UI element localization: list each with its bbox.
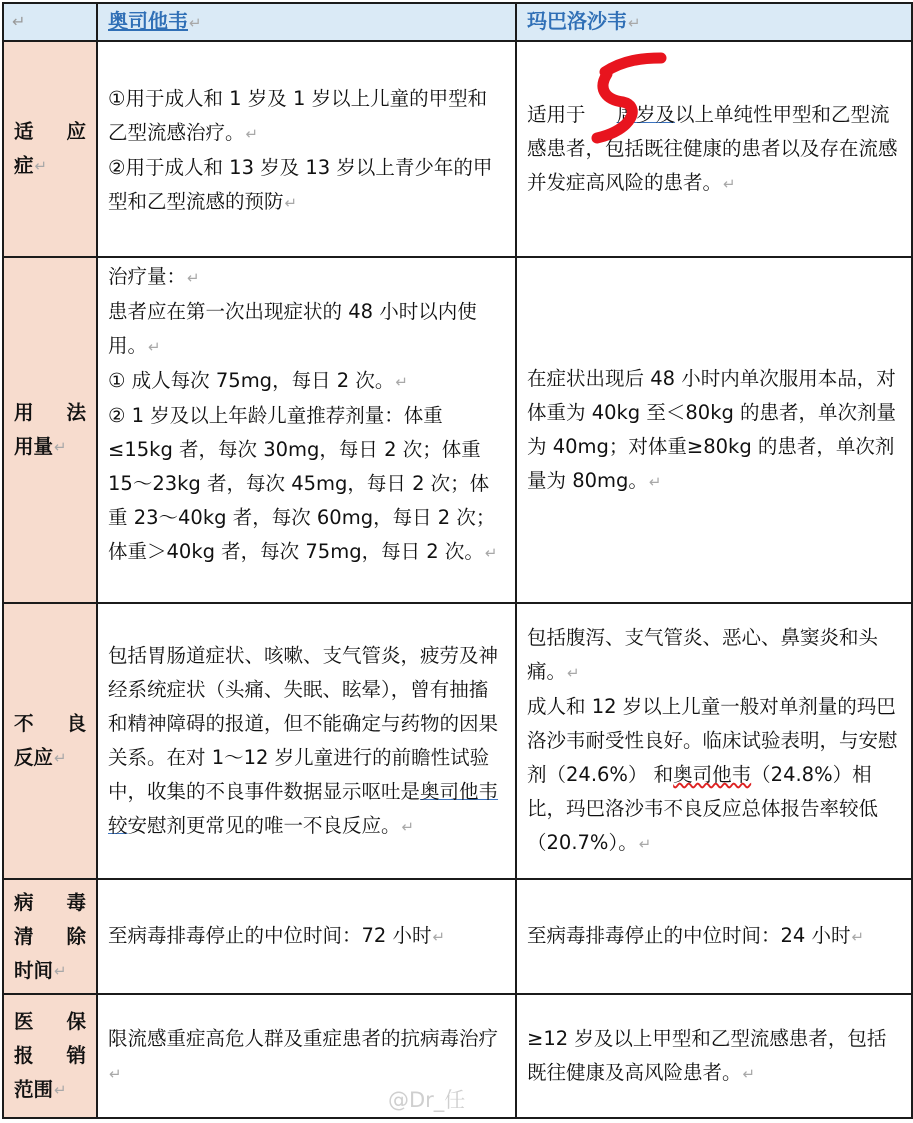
row-head-adverse <box>3 603 97 879</box>
row-indications <box>3 41 912 257</box>
row-head-insurance <box>3 994 97 1118</box>
cell-paragraph: 患者应在第一次出现症状的 48 小时以内使用。↵ <box>108 300 477 357</box>
return-mark: ↵ <box>34 157 48 175</box>
row-head-char: 法 <box>66 401 86 424</box>
row-dosage <box>3 257 912 603</box>
cell-insurance-b <box>516 994 912 1118</box>
row-head-char: 应 <box>66 120 86 143</box>
row-head-char: 不 <box>14 712 34 735</box>
cell-paragraph: 适用于 周岁及以上单纯性甲型和乙型流感患者，包括既往健康的患者以及存在流感并发症高风险的患者。↵ <box>527 102 898 194</box>
cell-adverse-a <box>97 603 516 879</box>
row-head-char: 用 <box>14 401 34 424</box>
cell-paragraph: 治疗量：↵ <box>108 265 200 288</box>
header-label-a: 奥司他韦 <box>108 9 188 33</box>
return-mark: ↵ <box>12 12 26 31</box>
cell-clearance-b <box>516 879 912 994</box>
row-head-char: 良 <box>66 712 86 735</box>
cell-indications-b <box>516 41 912 257</box>
cell-paragraph: ①用于成人和 1 岁及 1 岁以上儿童的甲型和乙型流感治疗。↵ <box>108 87 488 144</box>
cell-clearance-a <box>97 879 516 994</box>
comparison-table <box>2 2 913 1119</box>
row-head-indications <box>3 41 97 257</box>
row-head-char: 症 <box>14 154 34 177</box>
cell-adverse-b <box>516 603 912 879</box>
header-baloxavir <box>516 3 912 41</box>
row-head-char: 用量 <box>14 435 54 458</box>
return-mark: ↵ <box>54 749 67 767</box>
cell-dosage-a <box>97 257 516 603</box>
cell-paragraph: 包括腹泻、支气管炎、恶心、鼻窦炎和头痛。↵ <box>527 626 879 683</box>
cell-paragraph: 至病毒排毒停止的中位时间：24 小时↵ <box>527 924 865 947</box>
row-head-char: 范围 <box>14 1078 54 1101</box>
row-head-char: 清 <box>14 924 34 948</box>
row-head-char: 销 <box>66 1044 86 1067</box>
row-head-char: 适 <box>14 120 34 143</box>
row-head-char: 毒 <box>66 890 86 914</box>
row-clearance <box>3 879 912 994</box>
row-head-char: 保 <box>66 1010 86 1033</box>
header-oseltamivir <box>97 3 516 41</box>
cell-indications-a <box>97 41 516 257</box>
cell-paragraph: 成人和 12 岁以上儿童一般对单剂量的玛巴洛沙韦耐受性良好。临床试验表明，与安慰剂（24.6%） 和奥司他韦（24.8%）相比，玛巴洛沙韦不良反应总体报告率较低（20.7%）。↵ <box>527 695 898 854</box>
row-adverse <box>3 603 912 879</box>
cell-paragraph: 包括胃肠道症状、咳嗽、支气管炎，疲劳及神经系统症状（头痛、失眠、眩晕），曾有抽搐和精神障碍的报道，但不能确定与药物的因果关系。在对 1～12 岁儿童进行的前瞻性试验中，收集的不良事件数据显示呕吐是奥司他韦较安慰剂更常见的唯一不良反应。↵ <box>108 643 499 837</box>
row-head-char: 病 <box>14 890 34 914</box>
cell-paragraph: ≥12 岁及以上甲型和乙型流感患者，包括既往健康及高风险患者。↵ <box>527 1026 887 1084</box>
row-head-dosage <box>3 257 97 603</box>
row-head-char: 时间 <box>14 958 54 982</box>
return-mark: ↵ <box>54 1081 67 1099</box>
cell-paragraph: ②用于成人和 13 岁及 13 岁以上青少年的甲型和乙型流感的预防↵ <box>108 156 493 213</box>
header-row <box>3 3 912 41</box>
watermark: @Dr_任 <box>388 1088 466 1112</box>
row-head-char: 反应 <box>14 746 54 769</box>
cell-paragraph: 在症状出现后 48 小时内单次服用本品，对体重为 40kg 至＜80kg 的患者，单次剂量为 40mg；对体重≥80kg 的患者，单次剂量为 80mg。↵ <box>527 366 897 492</box>
row-head-char: 报 <box>14 1044 34 1067</box>
return-mark: ↵ <box>628 14 641 32</box>
cell-paragraph: 限流感重症高危人群及重症患者的抗病毒治疗↵ <box>108 1026 499 1083</box>
cell-dosage-b <box>516 257 912 603</box>
row-head-char: 除 <box>66 924 86 948</box>
corner-cell <box>3 3 97 41</box>
return-mark: ↵ <box>54 438 67 456</box>
return-mark: ↵ <box>54 961 67 980</box>
header-label-b: 玛巴洛沙韦 <box>527 9 627 33</box>
cell-paragraph: ① 成人每次 75mg，每日 2 次。↵ <box>108 369 408 392</box>
red-scribble-icon <box>583 50 673 150</box>
cell-paragraph: ② 1 岁及以上年龄儿童推荐剂量：体重≤15kg 者，每次 30mg，每日 2 次；体重 15～23kg 者，每次 45mg，每日 2 次；体重 23～40kg 者，每次 60mg，每日 2 次；体重＞40kg 者，每次 75mg，每日 2 次。↵ <box>108 404 498 563</box>
row-head-clearance <box>3 879 97 994</box>
row-head-char: 医 <box>14 1010 34 1033</box>
cell-paragraph: 至病毒排毒停止的中位时间：72 小时↵ <box>108 924 446 947</box>
return-mark: ↵ <box>189 14 202 32</box>
